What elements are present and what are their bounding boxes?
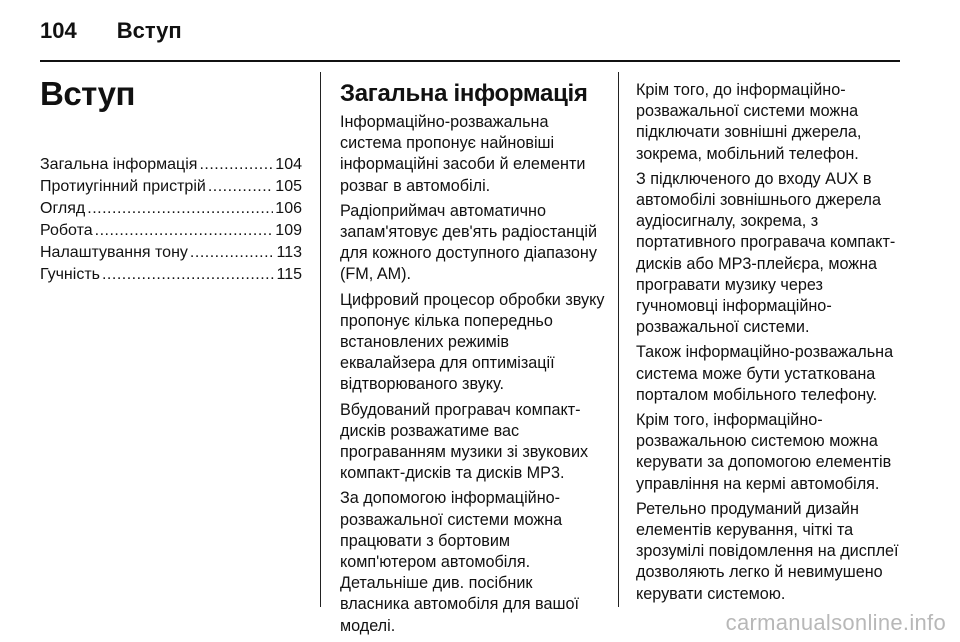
column-divider: [320, 72, 321, 607]
paragraph: Крім того, до інформаційно-розважальної системи можна підключати зовнішні джерела, зокрема, мобільний телефон.: [636, 81, 862, 163]
section-title: Загальна інформація: [340, 80, 588, 107]
running-section-title: Вступ: [116, 18, 182, 43]
toc-entry-title: Налаштування тону: [40, 244, 188, 261]
watermark: carmanualsonline.info: [725, 610, 946, 635]
paragraph: Радіоприймач автоматично запам'ятовує дев'ять радіостанцій для кожного доступного діапазону (FM, AM).: [340, 201, 597, 284]
page-header: [40, 18, 182, 48]
toc-column: [40, 72, 302, 286]
body-column-1: [340, 72, 605, 641]
toc-leader: [208, 176, 273, 197]
toc-entry-page: 113: [276, 244, 302, 261]
toc-entry-page: 109: [275, 222, 302, 239]
table-of-contents: [40, 154, 302, 286]
toc-leader: [199, 154, 273, 175]
chapter-title: Вступ: [40, 75, 135, 112]
body-column-2: [636, 80, 901, 609]
toc-entry[interactable]: [40, 154, 302, 176]
paragraph: Крім того, інформаційно-розважальною системою можна керувати за допомогою елементів управління на кермі автомобіля.: [636, 411, 892, 493]
toc-entry[interactable]: [40, 242, 302, 264]
column-divider: [618, 72, 619, 607]
toc-entry-title: Гучність: [40, 266, 100, 283]
toc-entry-page: 104: [275, 156, 302, 173]
paragraph: Також інформаційно-розважальна система може бути устаткована порталом мобільного телефону.: [636, 343, 894, 404]
toc-leader: [87, 198, 273, 219]
paragraph: Ретельно продуманий дизайн елементів керування, чіткі та зрозумілі повідомлення на дисплеї дозволяють легко й невимушено керувати системою.: [636, 499, 899, 603]
toc-entry[interactable]: [40, 220, 302, 242]
toc-entry[interactable]: [40, 198, 302, 220]
toc-entry-title: Робота: [40, 222, 93, 239]
toc-entry-page: 115: [276, 266, 302, 283]
paragraph: Цифровий процесор обробки звуку пропонує кілька попередньо встановлених режимів еквалайзера для оптимізації відтворюваного звуку.: [340, 290, 605, 394]
toc-entry-title: Протиугінний пристрій: [40, 178, 206, 195]
toc-entry-title: Загальна інформація: [40, 156, 198, 173]
paragraph: З підключеного до входу AUX в автомобілі зовнішнього джерела аудіосигналу, зокрема, з портативного програвача компакт-дисків або MP3-плейєра, можна програвати музику через гучномовці інформаційно-розважальної системи.: [636, 169, 896, 337]
toc-entry-page: 105: [275, 178, 302, 195]
toc-leader: [102, 264, 275, 285]
toc-entry-page: 106: [275, 200, 302, 217]
page-number: 104: [40, 18, 77, 43]
toc-entry[interactable]: [40, 176, 302, 198]
toc-leader: [190, 242, 275, 263]
paragraph: Вбудований програвач компакт-дисків розважатиме вас програванням музики зі звукових компакт-дисків та дисків MP3.: [340, 400, 589, 483]
header-rule: [40, 60, 900, 62]
toc-leader: [95, 220, 274, 241]
paragraph: Інформаційно-розважальна система пропонує найновіші інформаційні засоби й елементи розваг в автомобілі.: [340, 113, 586, 195]
toc-entry[interactable]: [40, 264, 302, 286]
toc-entry-title: Огляд: [40, 200, 86, 217]
paragraph: За допомогою інформаційно-розважальної системи можна працювати з бортовим комп'ютером автомобіля. Детальніше див. посібник власника автомобіля для вашої моделі.: [340, 489, 579, 635]
